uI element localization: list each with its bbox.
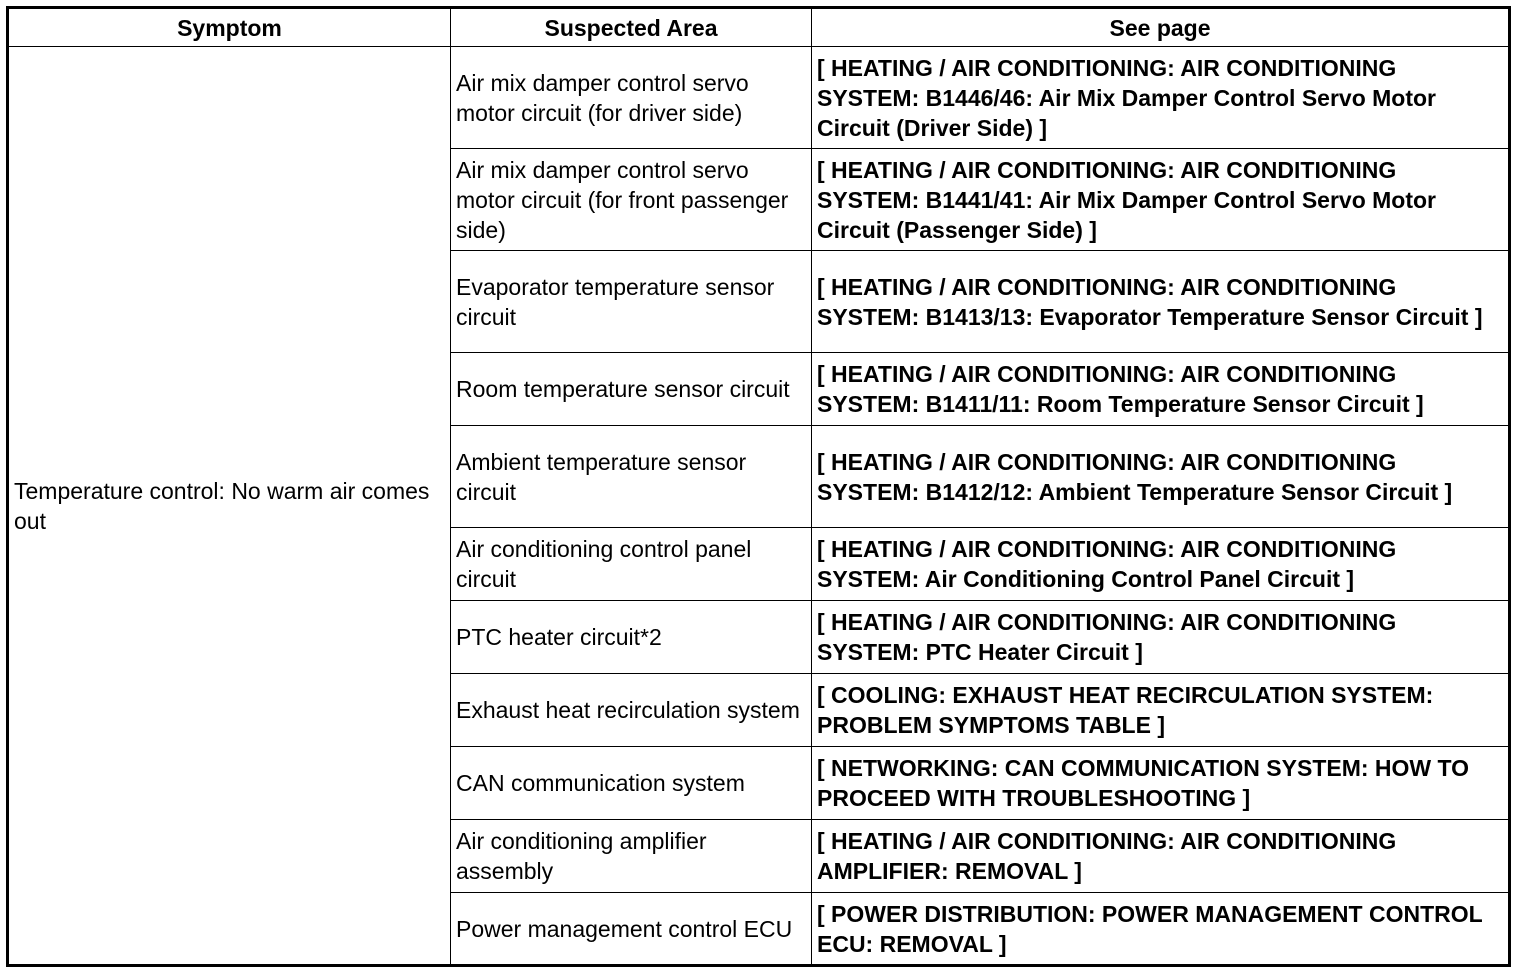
header-row xyxy=(8,8,1510,47)
suspected-area-cell: Exhaust heat recirculation system xyxy=(451,674,812,747)
see-page-link[interactable]: [ HEATING / AIR CONDITIONING: AIR CONDITIONING AMPLIFIER: REMOVAL ] xyxy=(812,820,1510,893)
see-page-link[interactable]: [ HEATING / AIR CONDITIONING: AIR CONDITIONING SYSTEM: B1412/12: Ambient Temperature Sensor Circuit ] xyxy=(812,426,1510,528)
see-page-link[interactable]: [ HEATING / AIR CONDITIONING: AIR CONDITIONING SYSTEM: B1446/46: Air Mix Damper Control Servo Motor Circuit (Driver Side) ] xyxy=(812,47,1510,149)
suspected-area-cell: Power management control ECU xyxy=(451,893,812,966)
symptoms-table xyxy=(6,6,1511,967)
suspected-area-cell: Air conditioning control panel circuit xyxy=(451,528,812,601)
header-symptom: Symptom xyxy=(8,8,451,47)
symptom-cell: Temperature control: No warm air comes out xyxy=(8,47,451,966)
suspected-area-cell: Air mix damper control servo motor circuit (for front passenger side) xyxy=(451,149,812,251)
see-page-link[interactable]: [ HEATING / AIR CONDITIONING: AIR CONDITIONING SYSTEM: PTC Heater Circuit ] xyxy=(812,601,1510,674)
see-page-link[interactable]: [ HEATING / AIR CONDITIONING: AIR CONDITIONING SYSTEM: B1411/11: Room Temperature Sensor Circuit ] xyxy=(812,353,1510,426)
suspected-area-cell: CAN communication system xyxy=(451,747,812,820)
see-page-link[interactable]: [ COOLING: EXHAUST HEAT RECIRCULATION SYSTEM: PROBLEM SYMPTOMS TABLE ] xyxy=(812,674,1510,747)
suspected-area-cell: PTC heater circuit*2 xyxy=(451,601,812,674)
suspected-area-cell: Air conditioning amplifier assembly xyxy=(451,820,812,893)
see-page-link[interactable]: [ POWER DISTRIBUTION: POWER MANAGEMENT CONTROL ECU: REMOVAL ] xyxy=(812,893,1510,966)
suspected-area-cell: Air mix damper control servo motor circuit (for driver side) xyxy=(451,47,812,149)
suspected-area-cell: Evaporator temperature sensor circuit xyxy=(451,251,812,353)
suspected-area-cell: Room temperature sensor circuit xyxy=(451,353,812,426)
see-page-link[interactable]: [ HEATING / AIR CONDITIONING: AIR CONDITIONING SYSTEM: B1441/41: Air Mix Damper Control Servo Motor Circuit (Passenger Side) ] xyxy=(812,149,1510,251)
suspected-area-cell: Ambient temperature sensor circuit xyxy=(451,426,812,528)
see-page-link[interactable]: [ HEATING / AIR CONDITIONING: AIR CONDITIONING SYSTEM: Air Conditioning Control Panel Circuit ] xyxy=(812,528,1510,601)
header-see-page: See page xyxy=(812,8,1510,47)
see-page-link[interactable]: [ NETWORKING: CAN COMMUNICATION SYSTEM: HOW TO PROCEED WITH TROUBLESHOOTING ] xyxy=(812,747,1510,820)
header-suspected-area: Suspected Area xyxy=(451,8,812,47)
table-row xyxy=(8,47,1510,149)
see-page-link[interactable]: [ HEATING / AIR CONDITIONING: AIR CONDITIONING SYSTEM: B1413/13: Evaporator Temperature Sensor Circuit ] xyxy=(812,251,1510,353)
